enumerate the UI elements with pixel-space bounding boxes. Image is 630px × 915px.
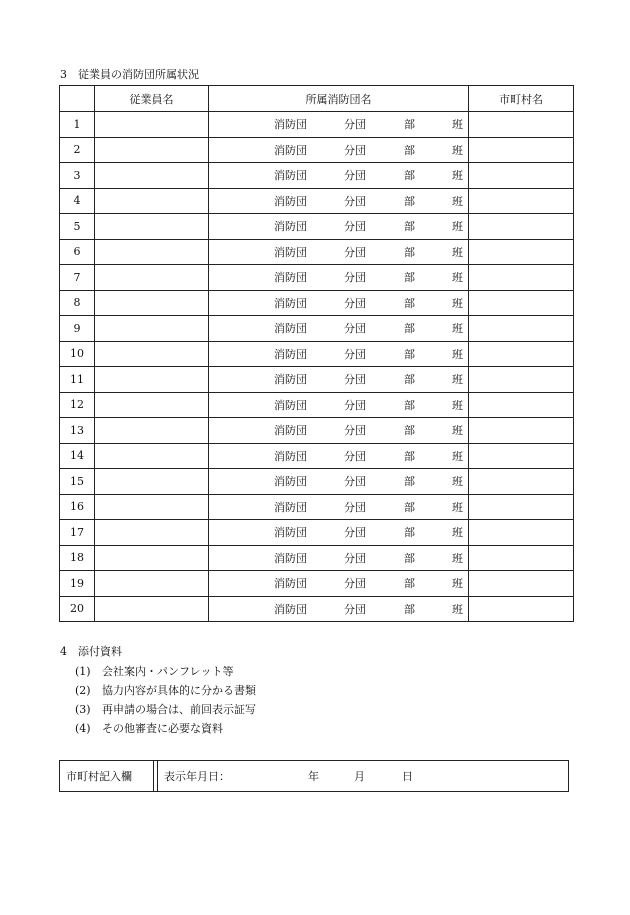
city-name-cell[interactable] (469, 265, 574, 291)
unit-label: 部 (404, 577, 415, 591)
unit-label: 分団 (344, 577, 366, 591)
unit-label: 部 (404, 118, 415, 132)
unit-label: 部 (404, 194, 415, 208)
table-row (60, 545, 574, 571)
row-number: 10 (60, 341, 95, 367)
city-name-cell[interactable] (469, 469, 574, 495)
city-name-cell[interactable] (469, 367, 574, 393)
row-number: 15 (60, 469, 95, 495)
unit-label: 班 (452, 602, 463, 616)
employee-name-cell[interactable] (95, 341, 209, 367)
unit-label: 部 (404, 602, 415, 616)
city-name-cell[interactable] (469, 137, 574, 163)
table-row (60, 418, 574, 444)
unit-label: 分団 (344, 449, 366, 463)
brigade-unit-cell[interactable] (209, 418, 469, 444)
unit-label: 部 (404, 322, 415, 336)
employee-name-cell[interactable] (95, 163, 209, 189)
employee-name-cell[interactable] (95, 494, 209, 520)
unit-label: 班 (452, 194, 463, 208)
row-number: 17 (60, 520, 95, 546)
header-city: 市町村名 (469, 86, 574, 112)
city-name-cell[interactable] (469, 596, 574, 622)
unit-label: 班 (452, 424, 463, 438)
list-item-number: (4) (75, 722, 91, 735)
unit-label: 班 (452, 526, 463, 540)
row-number: 20 (60, 596, 95, 622)
section-3-heading (60, 68, 199, 82)
unit-label: 消防団 (274, 602, 307, 616)
unit-label: 分団 (344, 475, 366, 489)
unit-label: 班 (452, 449, 463, 463)
city-name-cell[interactable] (469, 163, 574, 189)
employee-name-cell[interactable] (95, 545, 209, 571)
unit-label: 消防団 (274, 220, 307, 234)
unit-label: 消防団 (274, 398, 307, 412)
brigade-unit-cell[interactable] (209, 316, 469, 342)
header-no (60, 86, 95, 112)
brigade-unit-cell[interactable] (209, 392, 469, 418)
row-number: 13 (60, 418, 95, 444)
employee-name-cell[interactable] (95, 418, 209, 444)
table-row (60, 290, 574, 316)
table-row (60, 367, 574, 393)
unit-label: 部 (404, 424, 415, 438)
list-item (75, 662, 256, 681)
unit-label: 分団 (344, 500, 366, 514)
section-4-number: 4 (60, 645, 67, 658)
header-employee: 従業員名 (95, 86, 209, 112)
row-number: 2 (60, 137, 95, 163)
row-number: 12 (60, 392, 95, 418)
table-row (60, 163, 574, 189)
unit-label: 部 (404, 271, 415, 285)
city-name-cell[interactable] (469, 112, 574, 138)
section-3-number: 3 (60, 68, 67, 81)
unit-label: 分団 (344, 194, 366, 208)
employee-name-cell[interactable] (95, 367, 209, 393)
unit-label: 分団 (344, 169, 366, 183)
unit-label: 部 (404, 398, 415, 412)
unit-label: 部 (404, 500, 415, 514)
list-item-text: 再申請の場合は、前回表示証写 (102, 703, 256, 716)
city-name-cell[interactable] (469, 494, 574, 520)
row-number: 8 (60, 290, 95, 316)
unit-label: 消防団 (274, 296, 307, 310)
brigade-unit-cell[interactable] (209, 443, 469, 469)
city-name-cell[interactable] (469, 571, 574, 597)
unit-label: 班 (452, 475, 463, 489)
city-name-cell[interactable] (469, 214, 574, 240)
unit-label: 部 (404, 220, 415, 234)
unit-label: 消防団 (274, 194, 307, 208)
brigade-unit-cell[interactable] (209, 545, 469, 571)
row-number: 16 (60, 494, 95, 520)
day-label: 日 (402, 770, 413, 783)
brigade-unit-cell[interactable] (209, 112, 469, 138)
list-item-number: (2) (75, 684, 91, 697)
row-number: 5 (60, 214, 95, 240)
unit-label: 班 (452, 322, 463, 336)
list-item-text: 会社案内・パンフレット等 (102, 665, 234, 678)
employee-name-cell[interactable] (95, 596, 209, 622)
unit-label: 分団 (344, 245, 366, 259)
year-label: 年 (308, 770, 319, 783)
month-label: 月 (354, 770, 365, 783)
section-4-title: 添付資料 (78, 645, 122, 658)
table-row (60, 392, 574, 418)
unit-label: 消防団 (274, 577, 307, 591)
employee-name-cell[interactable] (95, 520, 209, 546)
unit-label: 分団 (344, 296, 366, 310)
employee-name-cell[interactable] (95, 443, 209, 469)
city-name-cell[interactable] (469, 520, 574, 546)
unit-label: 消防団 (274, 424, 307, 438)
unit-label: 消防団 (274, 526, 307, 540)
unit-label: 班 (452, 500, 463, 514)
city-entry-label: 市町村記入欄 (60, 761, 154, 791)
unit-label: 消防団 (274, 169, 307, 183)
city-name-cell[interactable] (469, 239, 574, 265)
unit-label: 分団 (344, 347, 366, 361)
list-item (75, 681, 256, 700)
table-row (60, 316, 574, 342)
employee-name-cell[interactable] (95, 214, 209, 240)
table-row (60, 265, 574, 291)
unit-label: 消防団 (274, 373, 307, 387)
row-number: 3 (60, 163, 95, 189)
unit-label: 消防団 (274, 322, 307, 336)
unit-label: 班 (452, 398, 463, 412)
unit-label: 分団 (344, 424, 366, 438)
table-row (60, 443, 574, 469)
brigade-unit-cell[interactable] (209, 520, 469, 546)
employee-name-cell[interactable] (95, 392, 209, 418)
unit-label: 部 (404, 551, 415, 565)
row-number: 7 (60, 265, 95, 291)
brigade-unit-cell[interactable] (209, 341, 469, 367)
employee-name-cell[interactable] (95, 469, 209, 495)
row-number: 1 (60, 112, 95, 138)
brigade-unit-cell[interactable] (209, 239, 469, 265)
list-item (75, 719, 256, 738)
employee-name-cell[interactable] (95, 188, 209, 214)
brigade-unit-cell[interactable] (209, 265, 469, 291)
unit-label: 分団 (344, 118, 366, 132)
unit-label: 班 (452, 118, 463, 132)
row-number: 19 (60, 571, 95, 597)
brigade-unit-cell[interactable] (209, 367, 469, 393)
unit-label: 班 (452, 271, 463, 285)
row-number: 11 (60, 367, 95, 393)
unit-label: 分団 (344, 398, 366, 412)
unit-label: 班 (452, 373, 463, 387)
unit-label: 部 (404, 296, 415, 310)
employee-name-cell[interactable] (95, 112, 209, 138)
unit-label: 消防団 (274, 271, 307, 285)
unit-label: 分団 (344, 271, 366, 285)
attachment-list (75, 662, 256, 738)
list-item (75, 700, 256, 719)
table-row (60, 188, 574, 214)
city-name-cell[interactable] (469, 443, 574, 469)
list-item-number: (3) (75, 703, 91, 716)
city-name-cell[interactable] (469, 188, 574, 214)
table-row (60, 239, 574, 265)
list-item-text: その他審査に必要な資料 (102, 722, 223, 735)
row-number: 9 (60, 316, 95, 342)
unit-label: 消防団 (274, 245, 307, 259)
employee-name-cell[interactable] (95, 137, 209, 163)
display-date-field[interactable] (157, 761, 568, 791)
row-number: 18 (60, 545, 95, 571)
brigade-unit-cell[interactable] (209, 137, 469, 163)
city-name-cell[interactable] (469, 545, 574, 571)
city-name-cell[interactable] (469, 341, 574, 367)
list-item-text: 協力内容が具体的に分かる書類 (102, 684, 256, 697)
employee-name-cell[interactable] (95, 290, 209, 316)
brigade-unit-cell[interactable] (209, 290, 469, 316)
table-body (60, 112, 574, 622)
unit-label: 班 (452, 220, 463, 234)
table-row (60, 137, 574, 163)
unit-label: 分団 (344, 220, 366, 234)
display-date-label: 表示年月日： (164, 770, 230, 783)
unit-label: 分団 (344, 322, 366, 336)
unit-label: 消防団 (274, 143, 307, 157)
city-name-cell[interactable] (469, 392, 574, 418)
table-row (60, 520, 574, 546)
unit-label: 班 (452, 296, 463, 310)
unit-label: 消防団 (274, 551, 307, 565)
table-row (60, 112, 574, 138)
unit-label: 部 (404, 143, 415, 157)
section-3-title: 従業員の消防団所属状況 (78, 68, 199, 81)
brigade-unit-cell[interactable] (209, 214, 469, 240)
table-row (60, 341, 574, 367)
unit-label: 分団 (344, 143, 366, 157)
unit-label: 班 (452, 347, 463, 361)
list-item-number: (1) (75, 665, 91, 678)
section-4-heading (60, 645, 122, 659)
unit-label: 消防団 (274, 475, 307, 489)
table-row (60, 494, 574, 520)
employee-name-cell[interactable] (95, 239, 209, 265)
unit-label: 班 (452, 577, 463, 591)
city-name-cell[interactable] (469, 418, 574, 444)
employee-name-cell[interactable] (95, 316, 209, 342)
unit-label: 部 (404, 526, 415, 540)
staff-fire-brigade-table (59, 85, 574, 622)
brigade-unit-cell[interactable] (209, 571, 469, 597)
row-number: 4 (60, 188, 95, 214)
unit-label: 消防団 (274, 449, 307, 463)
header-unit: 所属消防団名 (209, 86, 469, 112)
city-name-cell[interactable] (469, 316, 574, 342)
unit-label: 部 (404, 449, 415, 463)
employee-name-cell[interactable] (95, 571, 209, 597)
unit-label: 消防団 (274, 118, 307, 132)
unit-label: 部 (404, 245, 415, 259)
unit-label: 班 (452, 245, 463, 259)
unit-label: 消防団 (274, 500, 307, 514)
unit-label: 分団 (344, 602, 366, 616)
table-row (60, 596, 574, 622)
unit-label: 班 (452, 143, 463, 157)
brigade-unit-cell[interactable] (209, 163, 469, 189)
unit-label: 分団 (344, 551, 366, 565)
unit-label: 部 (404, 169, 415, 183)
unit-label: 班 (452, 551, 463, 565)
unit-label: 分団 (344, 373, 366, 387)
brigade-unit-cell[interactable] (209, 494, 469, 520)
row-number: 14 (60, 443, 95, 469)
unit-label: 部 (404, 475, 415, 489)
table-row (60, 571, 574, 597)
unit-label: 消防団 (274, 347, 307, 361)
unit-label: 部 (404, 373, 415, 387)
city-name-cell[interactable] (469, 290, 574, 316)
brigade-unit-cell[interactable] (209, 188, 469, 214)
table-header-row (60, 86, 574, 112)
table-row (60, 214, 574, 240)
unit-label: 分団 (344, 526, 366, 540)
city-entry-box (59, 760, 569, 792)
unit-label: 部 (404, 347, 415, 361)
brigade-unit-cell[interactable] (209, 469, 469, 495)
employee-name-cell[interactable] (95, 265, 209, 291)
row-number: 6 (60, 239, 95, 265)
brigade-unit-cell[interactable] (209, 596, 469, 622)
table-row (60, 469, 574, 495)
unit-label: 班 (452, 169, 463, 183)
